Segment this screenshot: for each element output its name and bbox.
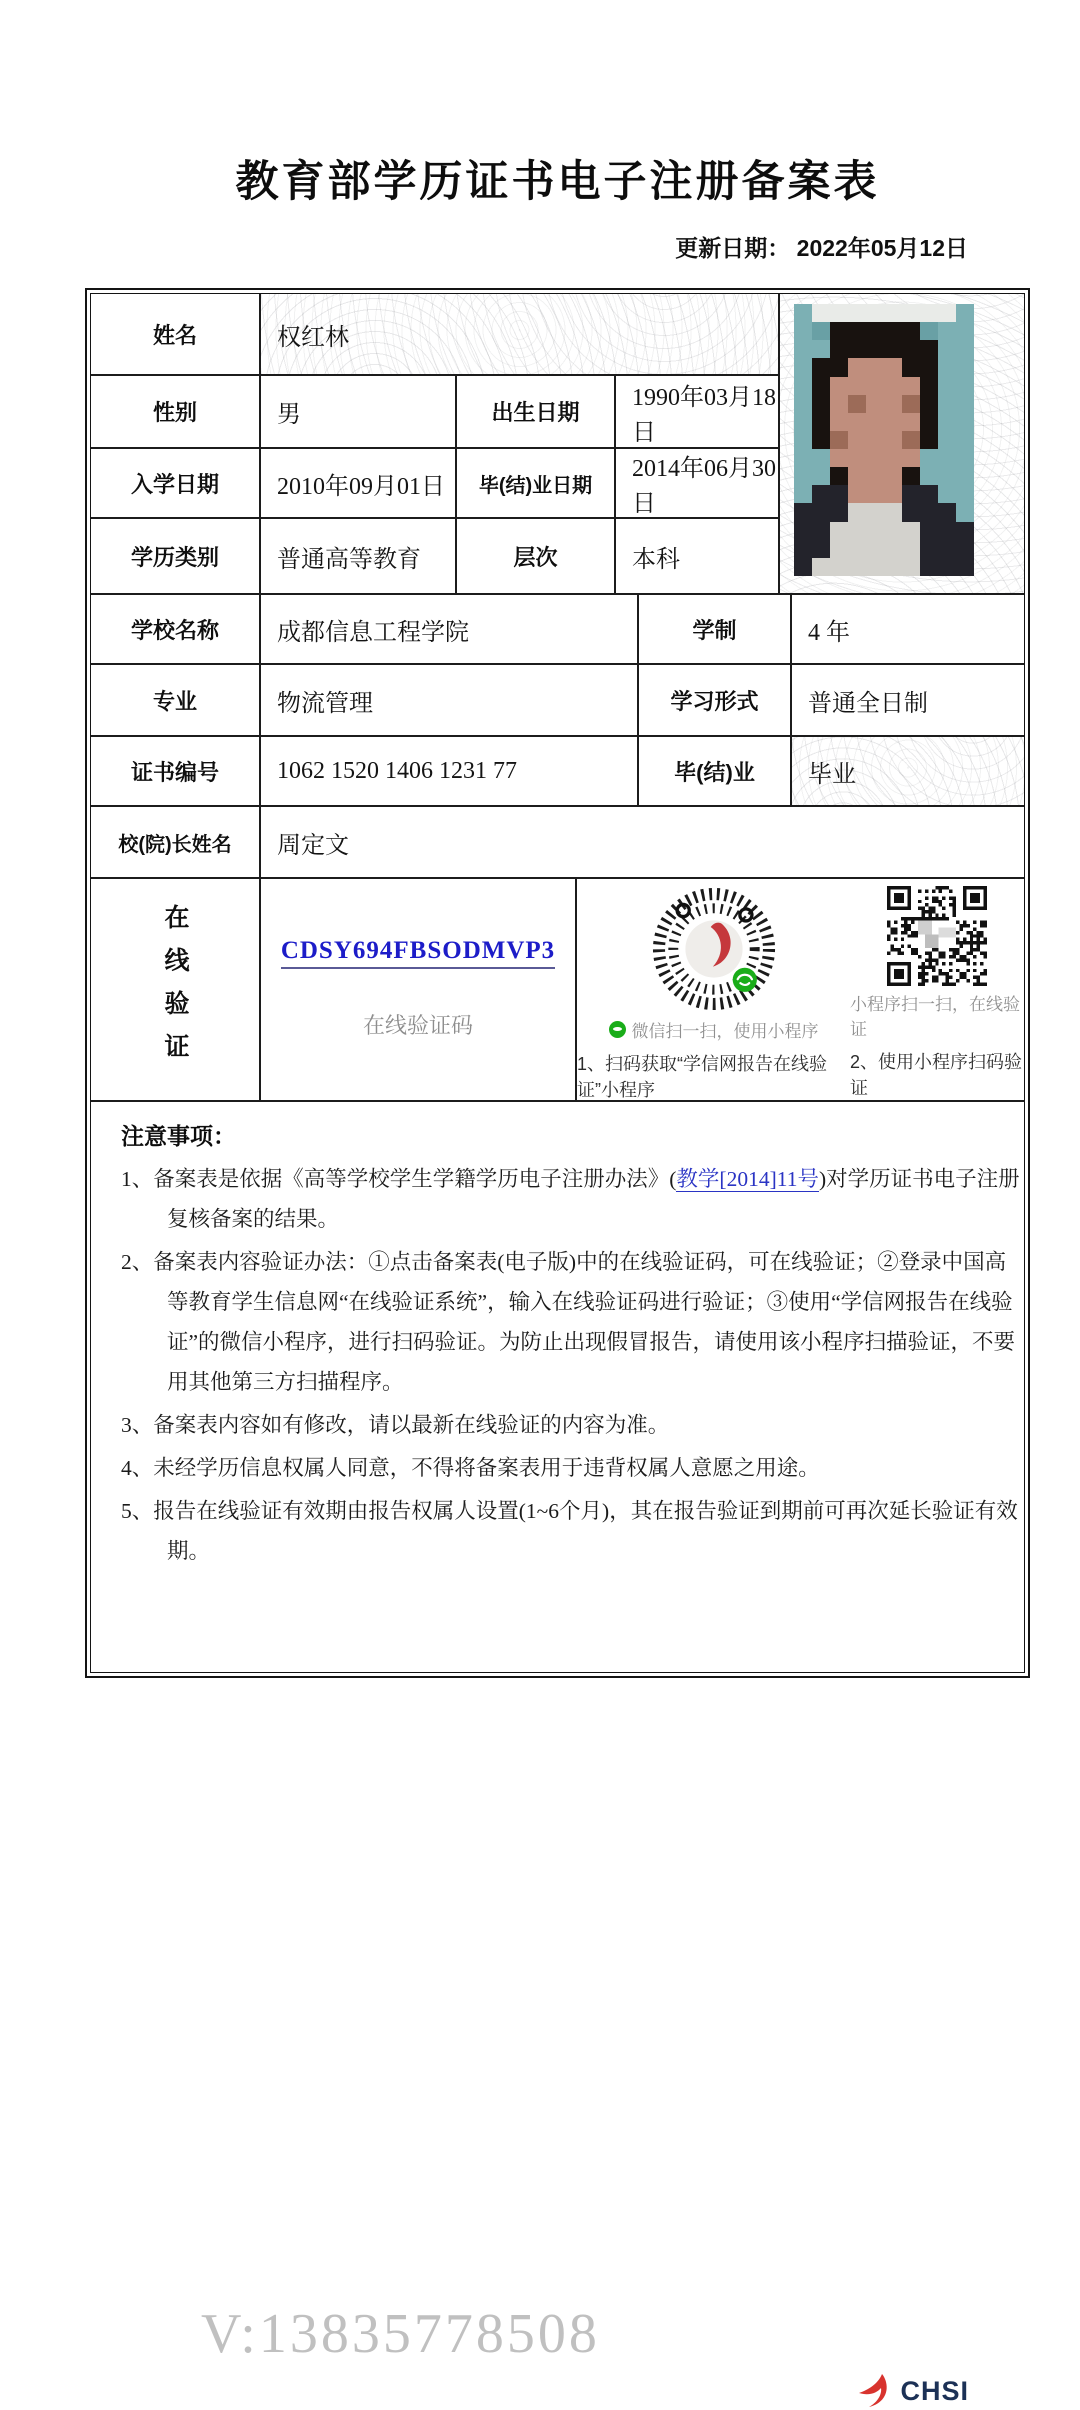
update-date-value: 2022年05月12日 bbox=[796, 235, 968, 261]
name-value: 权红林 bbox=[259, 294, 778, 374]
online-verification-label: 在线验证 bbox=[161, 903, 189, 1076]
school-name-label: 学校名称 bbox=[130, 617, 219, 643]
enroll-date-value: 2010年09月01日 bbox=[259, 449, 455, 517]
gender-label: 性别 bbox=[152, 400, 197, 425]
miniprogram-square-qr-icon bbox=[887, 886, 987, 986]
update-date-label: 更新日期： bbox=[675, 235, 791, 261]
miniprogram-qr-column bbox=[850, 879, 1024, 1100]
grad-status-label: 毕(结)业 bbox=[637, 737, 790, 805]
miniprogram-step-text: 2、使用小程序扫码验证 bbox=[850, 1052, 1023, 1098]
wechat-qr-column bbox=[577, 879, 850, 1100]
chsi-flame-icon bbox=[856, 2372, 892, 2410]
birth-date-label: 出生日期 bbox=[455, 376, 614, 447]
wechat-miniprogram-round-qr-icon bbox=[648, 883, 780, 1015]
miniprogram-caption: 小程序扫一扫，在线验证 bbox=[850, 995, 1020, 1039]
major-label: 专业 bbox=[152, 688, 197, 714]
major-value: 物流管理 bbox=[259, 665, 637, 735]
level-value: 本科 bbox=[614, 519, 778, 593]
school-name-value: 成都信息工程学院 bbox=[259, 595, 637, 663]
note-item-4: 4、未经学历信息权属人同意，不得将备案表用于违背权属人意愿之用途。 bbox=[121, 1456, 820, 1480]
study-form-label: 学习形式 bbox=[637, 665, 790, 735]
phone-watermark: V:13835778508 bbox=[201, 2303, 600, 2365]
duration-value: 4 年 bbox=[790, 595, 1024, 663]
chsi-logo-text: CHSI bbox=[900, 2375, 969, 2406]
name-label: 姓名 bbox=[152, 322, 197, 348]
wechat-caption: 微信扫一扫，使用小程序 bbox=[609, 1017, 819, 1042]
regulation-link[interactable]: 教学[2014]11号 bbox=[676, 1167, 819, 1191]
note-item-5: 5、报告在线验证有效期由报告权属人设置(1~6个月)，其在报告验证到期前可再次延长验证有效期。 bbox=[121, 1499, 1018, 1563]
verification-code-cell bbox=[259, 879, 577, 1100]
notes-heading: 注意事项： bbox=[121, 1123, 236, 1149]
education-type-label: 学历类别 bbox=[130, 544, 219, 570]
grad-date-value: 2014年06月30日 bbox=[614, 449, 778, 517]
certificate-inner-box bbox=[90, 293, 1025, 2406]
verification-code-link[interactable]: CDSY694FBSODMVP3 bbox=[281, 937, 555, 969]
president-name-value: 周定文 bbox=[259, 807, 1024, 877]
verification-code-caption: 在线验证码 bbox=[362, 1013, 473, 1038]
chsi-logo bbox=[856, 2372, 969, 2410]
grad-status-value: 毕业 bbox=[790, 737, 1024, 805]
certificate-border-box bbox=[85, 288, 1030, 2406]
update-date bbox=[675, 230, 968, 263]
level-label: 层次 bbox=[455, 519, 614, 593]
study-form-value: 普通全日制 bbox=[790, 665, 1024, 735]
grad-date-label: 毕(结)业日期 bbox=[455, 449, 614, 517]
qr-area bbox=[577, 879, 1024, 1100]
education-type-value: 普通高等教育 bbox=[259, 519, 455, 593]
photo-cell bbox=[778, 294, 1024, 593]
certificate-no-value: 1062 1520 1406 1231 77 bbox=[259, 737, 637, 805]
birth-date-value: 1990年03月18日 bbox=[614, 376, 778, 447]
id-photo bbox=[794, 304, 974, 576]
wechat-step-text: 1、扫码获取“学信网报告在线验证”小程序 bbox=[577, 1054, 828, 1100]
note-item-2: 2、备案表内容验证办法：①点击备案表(电子版)中的在线验证码，可在线验证；②登录中国高等教育学生信息网“在线验证系统”，输入在线验证码进行验证；③使用“学信网报告在线验证”的微信小程序，进行扫码验证。为防止出现假冒报告，请使用该小程序扫描验证，不要用其他第三方扫描程序。 bbox=[121, 1250, 1016, 1394]
notes-section bbox=[91, 1102, 1024, 2406]
president-name-label: 校(院)长姓名 bbox=[118, 833, 232, 856]
note-item-3: 3、备案表内容如有修改，请以最新在线验证的内容为准。 bbox=[121, 1413, 670, 1437]
page-title: 教育部学历证书电子注册备案表 bbox=[235, 158, 880, 206]
info-table bbox=[91, 294, 1024, 1102]
note-item-1: 1、备案表是依据《高等学校学生学籍学历电子注册办法》(教学[2014]11号)对学历证书电子注册复核备案的结果。 bbox=[121, 1167, 1020, 1231]
enroll-date-label: 入学日期 bbox=[130, 471, 219, 497]
wechat-icon bbox=[609, 1021, 626, 1038]
gender-value: 男 bbox=[259, 376, 455, 447]
duration-label: 学制 bbox=[637, 595, 790, 663]
certificate-no-label: 证书编号 bbox=[130, 759, 219, 785]
